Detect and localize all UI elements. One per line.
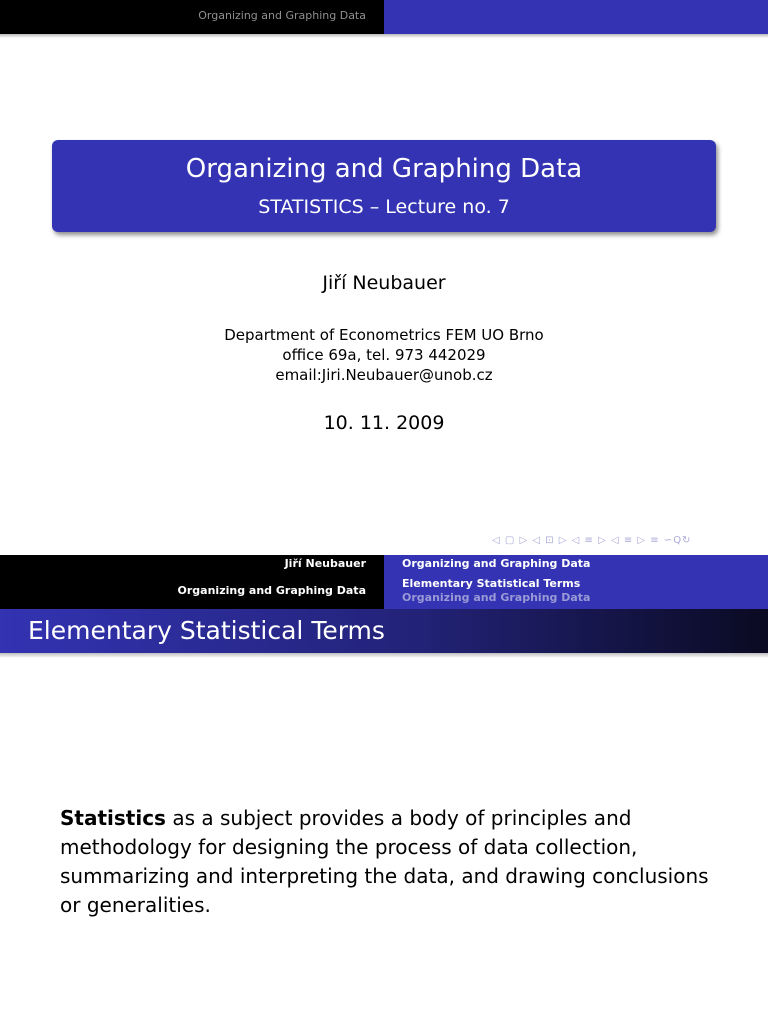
presentation-title: Organizing and Graphing Data [185, 154, 583, 184]
header-title: Organizing and Graphing Data [198, 9, 366, 22]
frame-title-shadow [0, 653, 768, 658]
header-shadow [0, 34, 768, 38]
institute-line-3: email:Jiri.Neubauer@unob.cz [275, 366, 493, 384]
definition-paragraph [60, 804, 730, 920]
navigation-symbols[interactable]: ◁ ▢ ▷ ◁ ⊡ ▷ ◁ ≡ ▷ ◁ ≡ ▷ ≡ ∽Q↻ [492, 535, 692, 546]
institute-line-2: office 69a, tel. 973 442029 [282, 346, 486, 364]
frame-title: Elementary Statistical Terms [28, 616, 385, 645]
header-section[interactable]: Organizing and Graphing Data [402, 557, 591, 570]
presentation-subtitle: STATISTICS – Lecture no. 7 [258, 196, 510, 218]
presentation-date: 10. 11. 2009 [323, 412, 445, 434]
title-block [52, 140, 716, 232]
definition-term: Statistics [60, 806, 166, 830]
header-short-title: Organizing and Graphing Data [177, 584, 366, 597]
definition-text: as a subject provides a body of principles and methodology for designing the process of data collection, summarizing and interpreting the data, and drawing conclusions or generalities. [60, 806, 709, 917]
author-name: Jiří Neubauer [322, 272, 446, 294]
header-subsection-current[interactable]: Elementary Statistical Terms [402, 577, 581, 590]
header-subsection-other[interactable]: Organizing and Graphing Data [402, 591, 591, 604]
institute-line-1: Department of Econometrics FEM UO Brno [224, 326, 544, 344]
header-author: Jiří Neubauer [284, 557, 366, 570]
header-right-bar [384, 0, 768, 34]
